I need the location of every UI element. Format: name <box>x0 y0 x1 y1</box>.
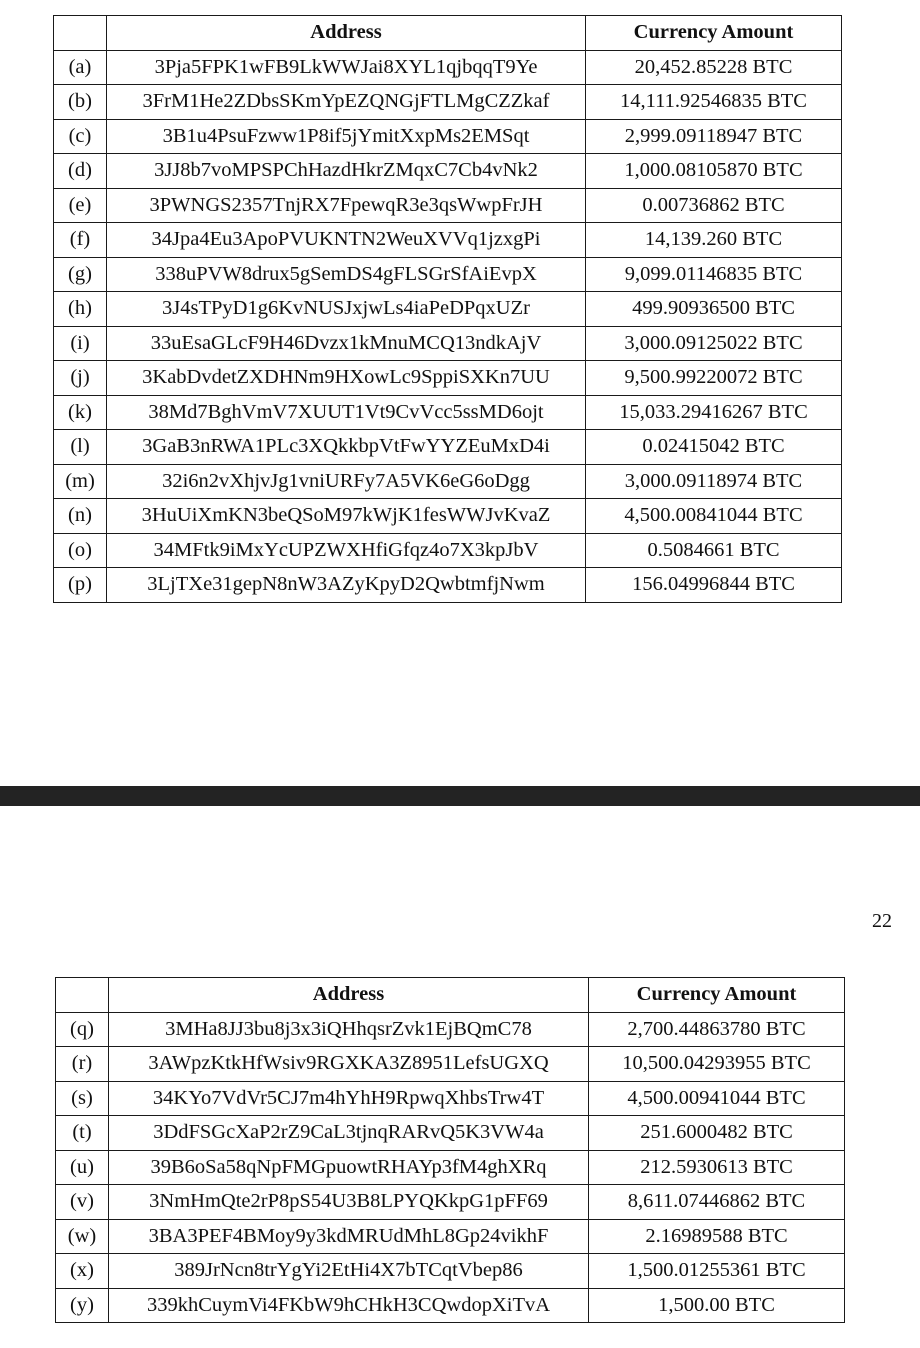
row-label: (q) <box>56 1012 109 1047</box>
amount-cell: 499.90936500 BTC <box>586 292 842 327</box>
address-cell: 32i6n2vXhjvJg1vniURFy7A5VK6eG6oDgg <box>107 464 586 499</box>
address-cell: 3FrM1He2ZDbsSKmYpEZQNGjFTLMgCZZkaf <box>107 85 586 120</box>
row-label: (t) <box>56 1116 109 1151</box>
address-cell: 338uPVW8drux5gSemDS4gFLSGrSfAiEvpX <box>107 257 586 292</box>
row-label: (w) <box>56 1219 109 1254</box>
table-row <box>56 1288 845 1323</box>
table-row <box>54 361 842 396</box>
table-row <box>54 257 842 292</box>
row-label: (g) <box>54 257 107 292</box>
amount-cell: 3,000.09125022 BTC <box>586 326 842 361</box>
amount-cell: 0.5084661 BTC <box>586 533 842 568</box>
row-label: (a) <box>54 50 107 85</box>
table-header-row <box>54 16 842 51</box>
header-address: Address <box>107 16 586 51</box>
row-label: (o) <box>54 533 107 568</box>
amount-cell: 20,452.85228 BTC <box>586 50 842 85</box>
table-row <box>54 154 842 189</box>
address-cell: 339khCuymVi4FKbW9hCHkH3CQwdopXiTvA <box>109 1288 589 1323</box>
address-cell: 3JJ8b7voMPSPChHazdHkrZMqxC7Cb4vNk2 <box>107 154 586 189</box>
address-cell: 38Md7BghVmV7XUUT1Vt9CvVcc5ssMD6ojt <box>107 395 586 430</box>
amount-cell: 0.02415042 BTC <box>586 430 842 465</box>
amount-cell: 4,500.00941044 BTC <box>589 1081 845 1116</box>
table-row <box>54 464 842 499</box>
table-row <box>54 188 842 223</box>
address-cell: 34Jpa4Eu3ApoPVUKNTN2WeuXVVq1jzxgPi <box>107 223 586 258</box>
address-cell: 39B6oSa58qNpFMGpuowtRHAYp3fM4ghXRq <box>109 1150 589 1185</box>
amount-cell: 14,139.260 BTC <box>586 223 842 258</box>
header-currency-amount: Currency Amount <box>586 16 842 51</box>
row-label: (n) <box>54 499 107 534</box>
row-label: (m) <box>54 464 107 499</box>
table-row <box>56 1012 845 1047</box>
address-cell: 3NmHmQte2rP8pS54U3B8LPYQKkpG1pFF69 <box>109 1185 589 1220</box>
address-cell: 33uEsaGLcF9H46Dvzx1kMnuMCQ13ndkAjV <box>107 326 586 361</box>
address-cell: 3KabDvdetZXDHNm9HXowLc9SppiSXKn7UU <box>107 361 586 396</box>
row-label: (k) <box>54 395 107 430</box>
address-table-top <box>53 15 842 603</box>
table-row <box>56 1081 845 1116</box>
amount-cell: 1,500.01255361 BTC <box>589 1254 845 1289</box>
address-cell: 3DdFSGcXaP2rZ9CaL3tjnqRARvQ5K3VW4a <box>109 1116 589 1151</box>
amount-cell: 9,099.01146835 BTC <box>586 257 842 292</box>
table-row <box>56 1116 845 1151</box>
table-row <box>56 1219 845 1254</box>
page-separator <box>0 786 920 806</box>
address-cell: 34KYo7VdVr5CJ7m4hYhH9RpwqXhbsTrw4T <box>109 1081 589 1116</box>
address-cell: 3B1u4PsuFzww1P8if5jYmitXxpMs2EMSqt <box>107 119 586 154</box>
amount-cell: 1,500.00 BTC <box>589 1288 845 1323</box>
table-row <box>54 533 842 568</box>
table-row <box>56 1150 845 1185</box>
header-currency-amount: Currency Amount <box>589 978 845 1013</box>
row-label: (r) <box>56 1047 109 1082</box>
address-cell: 3J4sTPyD1g6KvNUSJxjwLs4iaPeDPqxUZr <box>107 292 586 327</box>
row-label: (j) <box>54 361 107 396</box>
amount-cell: 212.5930613 BTC <box>589 1150 845 1185</box>
header-address: Address <box>109 978 589 1013</box>
row-label: (f) <box>54 223 107 258</box>
table-row <box>54 292 842 327</box>
table-row <box>54 119 842 154</box>
row-label: (y) <box>56 1288 109 1323</box>
amount-cell: 4,500.00841044 BTC <box>586 499 842 534</box>
row-label: (b) <box>54 85 107 120</box>
row-label: (l) <box>54 430 107 465</box>
table-row <box>56 1254 845 1289</box>
amount-cell: 251.6000482 BTC <box>589 1116 845 1151</box>
table-body <box>54 50 842 602</box>
address-cell: 389JrNcn8trYgYi2EtHi4X7bTCqtVbep86 <box>109 1254 589 1289</box>
row-label: (h) <box>54 292 107 327</box>
address-cell: 3GaB3nRWA1PLc3XQkkbpVtFwYYZEuMxD4i <box>107 430 586 465</box>
address-cell: 3MHa8JJ3bu8j3x3iQHhqsrZvk1EjBQmC78 <box>109 1012 589 1047</box>
row-label: (p) <box>54 568 107 603</box>
row-label: (v) <box>56 1185 109 1220</box>
table-row <box>54 499 842 534</box>
amount-cell: 10,500.04293955 BTC <box>589 1047 845 1082</box>
row-label: (i) <box>54 326 107 361</box>
amount-cell: 2.16989588 BTC <box>589 1219 845 1254</box>
amount-cell: 2,700.44863780 BTC <box>589 1012 845 1047</box>
page-number: 22 <box>872 910 892 932</box>
table-row <box>54 395 842 430</box>
table-row <box>54 85 842 120</box>
address-cell: 3Pja5FPK1wFB9LkWWJai8XYL1qjbqqT9Ye <box>107 50 586 85</box>
amount-cell: 1,000.08105870 BTC <box>586 154 842 189</box>
address-table-bottom <box>55 977 845 1323</box>
document-page-bottom <box>0 806 920 1348</box>
address-cell: 3HuUiXmKN3beQSoM97kWjK1fesWWJvKvaZ <box>107 499 586 534</box>
row-label: (d) <box>54 154 107 189</box>
row-label: (e) <box>54 188 107 223</box>
amount-cell: 8,611.07446862 BTC <box>589 1185 845 1220</box>
amount-cell: 0.00736862 BTC <box>586 188 842 223</box>
address-cell: 3PWNGS2357TnjRX7FpewqR3e3qsWwpFrJH <box>107 188 586 223</box>
amount-cell: 9,500.99220072 BTC <box>586 361 842 396</box>
header-label <box>54 16 107 51</box>
amount-cell: 2,999.09118947 BTC <box>586 119 842 154</box>
table-row <box>56 1047 845 1082</box>
table-row <box>54 50 842 85</box>
row-label: (s) <box>56 1081 109 1116</box>
table-row <box>56 1185 845 1220</box>
row-label: (x) <box>56 1254 109 1289</box>
table-row <box>54 326 842 361</box>
address-cell: 3AWpzKtkHfWsiv9RGXKA3Z8951LefsUGXQ <box>109 1047 589 1082</box>
amount-cell: 14,111.92546835 BTC <box>586 85 842 120</box>
amount-cell: 3,000.09118974 BTC <box>586 464 842 499</box>
table-row <box>54 430 842 465</box>
header-label <box>56 978 109 1013</box>
table-row <box>54 568 842 603</box>
amount-cell: 156.04996844 BTC <box>586 568 842 603</box>
address-cell: 3BA3PEF4BMoy9y3kdMRUdMhL8Gp24vikhF <box>109 1219 589 1254</box>
table-header-row <box>56 978 845 1013</box>
address-cell: 3LjTXe31gepN8nW3AZyKpyD2QwbtmfjNwm <box>107 568 586 603</box>
amount-cell: 15,033.29416267 BTC <box>586 395 842 430</box>
address-cell: 34MFtk9iMxYcUPZWXHfiGfqz4o7X3kpJbV <box>107 533 586 568</box>
table-body <box>56 1012 845 1323</box>
row-label: (u) <box>56 1150 109 1185</box>
row-label: (c) <box>54 119 107 154</box>
table-row <box>54 223 842 258</box>
